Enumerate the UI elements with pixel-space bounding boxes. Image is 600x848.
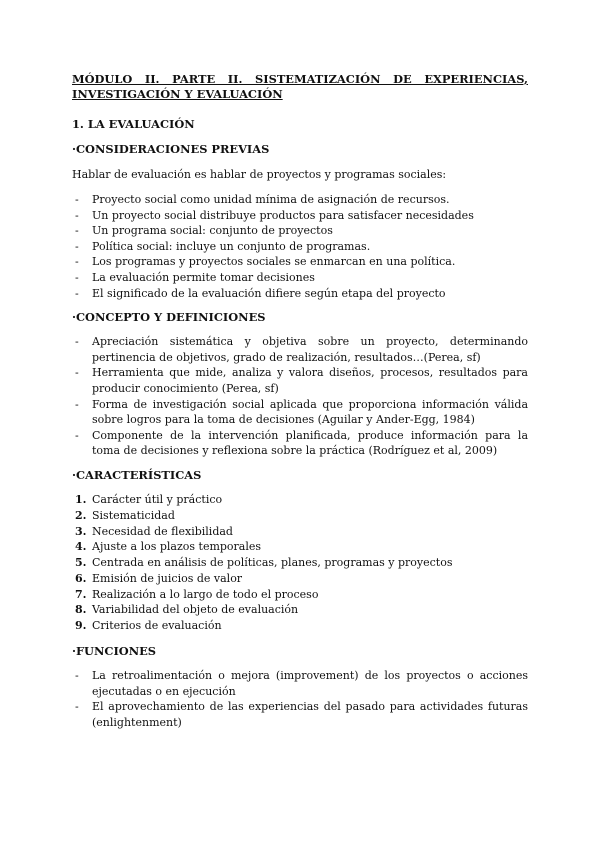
list-item: - La retroalimentación o mejora (improvement) de los proyectos o acciones ejecutadas o en ejecución <box>75 669 528 698</box>
heading-concepto: ·CONCEPTO Y DEFINICIONES <box>72 310 266 325</box>
list-item: 7. Realización a lo largo de todo el proceso <box>75 587 319 601</box>
list-item: 1. Carácter útil y práctico <box>75 492 223 506</box>
list-item: - El aprovechamiento de las experiencias del pasado para actividades futuras (enlightenment) <box>75 700 528 729</box>
list-item: 3. Necesidad de flexibilidad <box>75 524 233 538</box>
list-item: - Forma de investigación social aplicada que proporciona información válida sobre logros para la toma de decisiones (Aguilar y Ander-Egg, 1984) <box>75 397 528 427</box>
heading-consideraciones: ·CONSIDERACIONES PREVIAS <box>72 142 270 156</box>
list-item: 5. Centrada en análisis de políticas, planes, programas y proyectos <box>75 556 453 570</box>
list-item: - Política social: incluye un conjunto de programas. <box>75 239 371 253</box>
caracteristicas-list <box>72 492 528 634</box>
consideraciones-list <box>72 192 528 301</box>
list-item: 4. Ajuste a los plazos temporales <box>75 540 262 554</box>
consideraciones-intro: Hablar de evaluación es hablar de proyectos y programas sociales: <box>72 168 447 181</box>
list-item: - El significado de la evaluación difiere según etapa del proyecto <box>75 286 446 300</box>
list-item: - Un programa social: conjunto de proyectos <box>75 224 333 238</box>
list-item: - Los programas y proyectos sociales se enmarcan en una política. <box>75 255 456 269</box>
list-item: 6. Emisión de juicios de valor <box>75 571 243 585</box>
list-item: - Herramienta que mide, analiza y valora diseños, procesos, resultados para producir conocimiento (Perea, sf) <box>75 366 528 395</box>
list-item: - Componente de la intervención planificada, produce información para la toma de decisiones y reflexiona sobre la práctica (Rodríguez et al, 2009) <box>75 428 528 458</box>
document-content <box>72 72 528 730</box>
heading-funciones: ·FUNCIONES <box>72 644 157 659</box>
list-item: - Proyecto social como unidad mínima de asignación de recursos. <box>75 193 450 206</box>
list-item: 8. Variabilidad del objeto de evaluación <box>75 603 299 617</box>
section-heading-evaluacion: 1. LA EVALUACIÓN <box>72 117 195 131</box>
title-line-2: INVESTIGACIÓN Y EVALUACIÓN <box>72 87 283 101</box>
concepto-list <box>72 334 528 459</box>
funciones-list <box>72 668 528 730</box>
document-title <box>72 72 528 102</box>
list-item: - La evaluación permite tomar decisiones <box>75 270 315 284</box>
list-item: - Un proyecto social distribuye productos para satisfacer necesidades <box>75 208 474 222</box>
heading-caracteristicas: ·CARACTERÍSTICAS <box>72 467 202 482</box>
list-item: - Apreciación sistemática y objetiva sobre un proyecto, determinando pertinencia de objetivos, grado de realización, resultados…(Perea, sf) <box>75 335 528 364</box>
list-item: 9. Criterios de evaluación <box>75 619 222 633</box>
list-item: 2. Sistematicidad <box>75 508 175 522</box>
title-line-1: MÓDULO II. PARTE II. SISTEMATIZACIÓN DE EXPERIENCIAS, <box>72 72 528 86</box>
